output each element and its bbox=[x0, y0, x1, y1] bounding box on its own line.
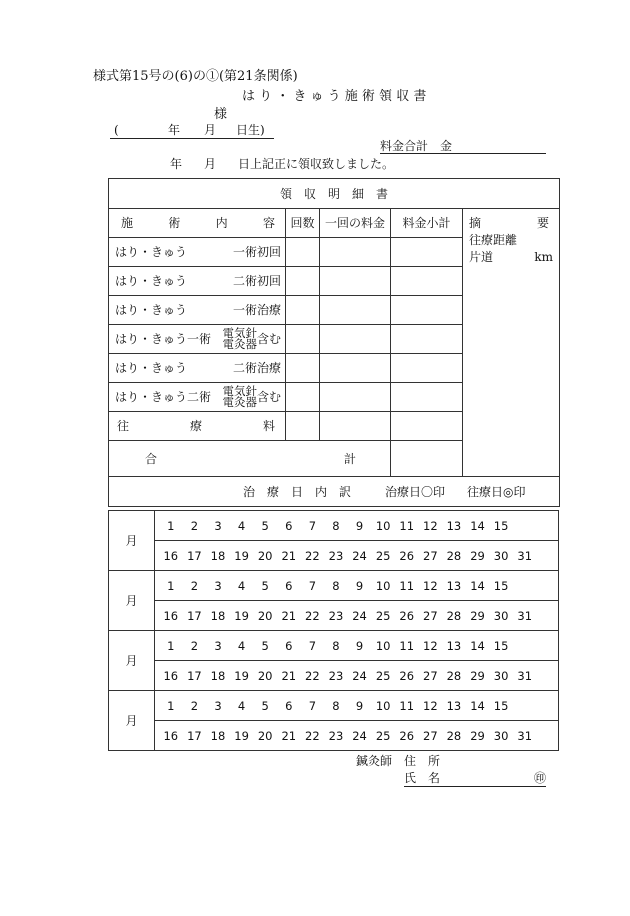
receipt-text: 日上記正に領収致しました。 bbox=[238, 157, 395, 171]
day-number[interactable]: 13 bbox=[446, 578, 462, 593]
service-row bbox=[109, 383, 286, 412]
day-number[interactable]: 13 bbox=[446, 518, 462, 533]
document-title: は り ・ き ゅ う 施 術 領 収 書 bbox=[242, 89, 427, 104]
day-number[interactable]: 22 bbox=[305, 548, 320, 563]
day-number[interactable]: 3 bbox=[214, 638, 222, 653]
day-number[interactable]: 2 bbox=[190, 638, 199, 653]
day-number[interactable]: 16 bbox=[163, 608, 179, 623]
day-number[interactable]: 28 bbox=[446, 668, 462, 683]
day-number[interactable]: 17 bbox=[187, 668, 202, 683]
month-label: 月 bbox=[125, 714, 138, 728]
day-number[interactable]: 2 bbox=[190, 578, 199, 593]
day-number[interactable]: 15 bbox=[493, 698, 509, 713]
house-call-char: 往 bbox=[117, 419, 130, 433]
day-number[interactable]: 1 bbox=[167, 638, 175, 653]
day-number[interactable]: 4 bbox=[237, 698, 246, 713]
day-number[interactable]: 25 bbox=[375, 548, 391, 563]
day-number[interactable]: 10 bbox=[375, 698, 391, 713]
month-cell[interactable] bbox=[109, 511, 155, 571]
unit-fee-cell[interactable] bbox=[320, 296, 391, 325]
remarks-cell bbox=[463, 209, 560, 477]
service-row bbox=[109, 238, 286, 267]
day-number[interactable]: 2 bbox=[190, 698, 199, 713]
table-header: 領 収 明 細 書 bbox=[109, 179, 560, 209]
day-number[interactable]: 18 bbox=[210, 668, 226, 683]
day-number[interactable]: 29 bbox=[470, 608, 485, 623]
form-number: 様式第15号の(6)の①(第21条関係) bbox=[93, 69, 298, 84]
house-call-char: 療 bbox=[189, 419, 202, 433]
day-number[interactable]: 9 bbox=[355, 518, 364, 533]
grand-total-label-cell bbox=[109, 441, 391, 477]
day-number[interactable]: 27 bbox=[423, 728, 438, 743]
day-number[interactable]: 21 bbox=[281, 668, 297, 683]
day-number[interactable]: 14 bbox=[470, 518, 485, 533]
day-number[interactable]: 31 bbox=[517, 608, 533, 623]
day-number[interactable]: 5 bbox=[261, 698, 269, 713]
day-number[interactable]: 28 bbox=[446, 608, 462, 623]
day-number[interactable]: 16 bbox=[163, 668, 179, 683]
birth-day-label: 日生) bbox=[236, 123, 265, 137]
recipient-suffix: 様 bbox=[214, 107, 228, 122]
day-number[interactable]: 8 bbox=[332, 698, 340, 713]
day-number[interactable]: 7 bbox=[308, 518, 317, 533]
service-label: はり・きゅう bbox=[115, 303, 188, 317]
service-row bbox=[109, 354, 286, 383]
travel-distance-label: 往療距離 bbox=[469, 233, 518, 247]
day-number[interactable]: 15 bbox=[493, 518, 509, 533]
day-number[interactable]: 3 bbox=[214, 698, 222, 713]
day-number[interactable]: 20 bbox=[257, 608, 273, 623]
day-number[interactable]: 23 bbox=[328, 668, 344, 683]
service-type: 二術治療 bbox=[232, 361, 281, 375]
day-number[interactable]: 1 bbox=[167, 518, 175, 533]
day-number[interactable]: 27 bbox=[423, 608, 438, 623]
days-row-second-half bbox=[155, 541, 559, 571]
day-number[interactable]: 13 bbox=[446, 698, 462, 713]
day-number[interactable]: 29 bbox=[470, 668, 485, 683]
column-content bbox=[109, 209, 286, 238]
day-number[interactable]: 25 bbox=[375, 608, 391, 623]
total-amount-label: 料金合計 金 bbox=[380, 139, 453, 153]
receipt-month-label: 月 bbox=[204, 157, 217, 171]
day-number[interactable]: 11 bbox=[399, 578, 415, 593]
day-number[interactable]: 18 bbox=[210, 548, 226, 563]
days-row-first-half bbox=[155, 511, 559, 541]
day-number[interactable]: 5 bbox=[261, 578, 269, 593]
day-number[interactable]: 17 bbox=[187, 608, 202, 623]
unit-fee-cell[interactable] bbox=[320, 325, 391, 354]
day-number[interactable]: 18 bbox=[210, 728, 226, 743]
day-number[interactable]: 10 bbox=[375, 638, 391, 653]
day-number[interactable]: 20 bbox=[257, 668, 273, 683]
day-number[interactable]: 8 bbox=[332, 518, 340, 533]
practitioner-title: 鍼灸師 bbox=[356, 754, 393, 768]
unit-fee-cell[interactable] bbox=[320, 412, 391, 441]
column-content-char: 内 bbox=[215, 216, 228, 230]
day-number[interactable]: 21 bbox=[281, 548, 297, 563]
day-number[interactable]: 7 bbox=[308, 578, 317, 593]
calendar-title-row bbox=[109, 477, 560, 507]
day-number[interactable]: 26 bbox=[399, 668, 415, 683]
service-type-stacked bbox=[222, 386, 281, 408]
subtotal-cell[interactable] bbox=[391, 383, 463, 412]
electric-moxa-label: 電灸器 bbox=[222, 395, 257, 409]
unit-fee-cell[interactable] bbox=[320, 267, 391, 296]
day-number[interactable]: 5 bbox=[261, 638, 269, 653]
day-number[interactable]: 26 bbox=[399, 548, 415, 563]
day-number[interactable]: 23 bbox=[328, 548, 344, 563]
day-number[interactable]: 26 bbox=[399, 728, 415, 743]
column-content-char: 施 bbox=[121, 216, 134, 230]
birth-open-paren: ( bbox=[114, 123, 119, 137]
subtotal-cell[interactable] bbox=[391, 412, 463, 441]
day-number[interactable]: 28 bbox=[446, 548, 462, 563]
day-number[interactable]: 31 bbox=[517, 728, 533, 743]
receipt-year-label: 年 bbox=[170, 157, 183, 171]
day-number[interactable]: 4 bbox=[237, 578, 246, 593]
day-number[interactable]: 24 bbox=[352, 728, 367, 743]
days-row-first-half bbox=[155, 571, 559, 601]
day-number[interactable]: 14 bbox=[470, 578, 485, 593]
day-number[interactable]: 17 bbox=[187, 728, 202, 743]
day-number[interactable]: 12 bbox=[423, 698, 438, 713]
column-content-char: 術 bbox=[168, 216, 181, 230]
birth-date-line bbox=[110, 124, 274, 139]
count-cell[interactable] bbox=[286, 383, 320, 412]
address-label: 住 所 bbox=[404, 754, 441, 768]
month-label: 月 bbox=[125, 594, 138, 608]
km-unit: km bbox=[534, 250, 554, 264]
day-number[interactable]: 24 bbox=[352, 668, 367, 683]
day-number[interactable]: 6 bbox=[285, 578, 293, 593]
house-call-fee-row bbox=[109, 412, 286, 441]
days-row-second-half bbox=[155, 661, 559, 691]
day-number[interactable]: 8 bbox=[332, 638, 340, 653]
day-number[interactable]: 20 bbox=[257, 548, 273, 563]
days-row-second-half bbox=[155, 721, 559, 751]
subtotal-cell[interactable] bbox=[391, 238, 463, 267]
day-number[interactable]: 8 bbox=[332, 578, 340, 593]
day-number[interactable]: 6 bbox=[285, 638, 293, 653]
day-number[interactable]: 12 bbox=[423, 578, 438, 593]
day-number[interactable]: 4 bbox=[237, 638, 246, 653]
day-number[interactable]: 21 bbox=[281, 608, 297, 623]
remarks-char: 摘 bbox=[469, 216, 482, 230]
day-number[interactable]: 19 bbox=[234, 728, 249, 743]
unit-fee-cell[interactable] bbox=[320, 383, 391, 412]
days-row-first-half bbox=[155, 631, 559, 661]
electric-needle-label: 電気針 bbox=[222, 384, 257, 398]
day-number[interactable]: 29 bbox=[470, 548, 485, 563]
total-char: 合 bbox=[145, 451, 158, 466]
day-number[interactable]: 9 bbox=[355, 578, 364, 593]
grand-total-cell[interactable] bbox=[391, 441, 463, 477]
subtotal-cell[interactable] bbox=[391, 354, 463, 383]
day-number[interactable]: 1 bbox=[167, 578, 175, 593]
count-cell[interactable] bbox=[286, 412, 320, 441]
column-subtotal: 料金小計 bbox=[391, 209, 463, 238]
day-number[interactable]: 23 bbox=[328, 608, 344, 623]
service-row bbox=[109, 325, 286, 354]
day-number[interactable]: 16 bbox=[163, 728, 179, 743]
day-number[interactable]: 16 bbox=[163, 548, 179, 563]
unit-fee-cell[interactable] bbox=[320, 354, 391, 383]
service-label: はり・きゅう一術 bbox=[115, 332, 212, 346]
day-number[interactable]: 14 bbox=[470, 638, 485, 653]
day-number[interactable]: 12 bbox=[423, 638, 438, 653]
day-number[interactable]: 3 bbox=[214, 518, 222, 533]
month-label: 月 bbox=[125, 534, 138, 548]
day-number[interactable]: 11 bbox=[399, 638, 415, 653]
day-number[interactable]: 30 bbox=[493, 728, 509, 743]
day-number[interactable]: 26 bbox=[399, 608, 415, 623]
day-number[interactable]: 30 bbox=[493, 548, 509, 563]
service-label: はり・きゅう bbox=[115, 245, 188, 259]
day-number[interactable]: 9 bbox=[355, 638, 364, 653]
included-label: 含む bbox=[256, 332, 281, 346]
house-call-char: 料 bbox=[262, 419, 275, 433]
service-row bbox=[109, 267, 286, 296]
days-row-first-half bbox=[155, 691, 559, 721]
day-number[interactable]: 4 bbox=[237, 518, 246, 533]
unit-fee-cell[interactable] bbox=[320, 238, 391, 267]
count-cell[interactable] bbox=[286, 325, 320, 354]
service-type: 二術初回 bbox=[232, 274, 281, 288]
service-type: 一術治療 bbox=[232, 303, 281, 317]
service-label: はり・きゅう bbox=[115, 361, 188, 375]
day-number[interactable]: 5 bbox=[261, 518, 269, 533]
day-number[interactable]: 11 bbox=[399, 698, 415, 713]
count-cell[interactable] bbox=[286, 296, 320, 325]
days-row-second-half bbox=[155, 601, 559, 631]
column-unit-fee: 一回の料金 bbox=[320, 209, 391, 238]
day-number[interactable]: 2 bbox=[190, 518, 199, 533]
receipt-detail-table bbox=[108, 178, 560, 507]
day-number[interactable]: 3 bbox=[214, 578, 222, 593]
legend-house-call-day: 往療日◎印 bbox=[467, 485, 526, 499]
column-count: 回数 bbox=[286, 209, 320, 238]
day-number[interactable]: 24 bbox=[352, 548, 367, 563]
day-number[interactable]: 22 bbox=[305, 728, 320, 743]
legend-treatment-day: 治療日〇印 bbox=[385, 485, 446, 499]
day-number[interactable]: 22 bbox=[305, 608, 320, 623]
service-type-stacked bbox=[222, 328, 281, 350]
day-number[interactable]: 30 bbox=[493, 668, 509, 683]
day-number[interactable]: 21 bbox=[281, 728, 297, 743]
day-number[interactable]: 6 bbox=[285, 698, 293, 713]
day-number[interactable]: 19 bbox=[234, 668, 249, 683]
month-label: 月 bbox=[125, 654, 138, 668]
day-number[interactable]: 29 bbox=[470, 728, 485, 743]
month-cell[interactable] bbox=[109, 631, 155, 691]
day-number[interactable]: 1 bbox=[167, 698, 175, 713]
day-number[interactable]: 20 bbox=[257, 728, 273, 743]
service-label: はり・きゅう bbox=[115, 274, 188, 288]
name-label: 氏 名 bbox=[404, 771, 441, 785]
day-number[interactable]: 10 bbox=[375, 578, 391, 593]
service-label: はり・きゅう二術 bbox=[115, 390, 212, 404]
column-content-char: 容 bbox=[262, 216, 275, 230]
day-number[interactable]: 18 bbox=[210, 608, 226, 623]
day-number[interactable]: 9 bbox=[355, 698, 364, 713]
name-line bbox=[404, 772, 546, 787]
treatment-calendar bbox=[108, 510, 559, 751]
day-number[interactable]: 17 bbox=[187, 548, 202, 563]
day-number[interactable]: 27 bbox=[423, 668, 438, 683]
day-number[interactable]: 14 bbox=[470, 698, 485, 713]
day-number[interactable]: 30 bbox=[493, 608, 509, 623]
subtotal-cell[interactable] bbox=[391, 325, 463, 354]
day-number[interactable]: 25 bbox=[375, 728, 391, 743]
day-number[interactable]: 15 bbox=[493, 638, 509, 653]
subtotal-cell[interactable] bbox=[391, 296, 463, 325]
day-number[interactable]: 12 bbox=[423, 518, 438, 533]
total-amount-line bbox=[380, 140, 546, 154]
day-number[interactable]: 31 bbox=[517, 548, 533, 563]
birth-month-label: 月 bbox=[204, 123, 217, 137]
service-type: 一術初回 bbox=[232, 245, 281, 259]
day-number[interactable]: 27 bbox=[423, 548, 438, 563]
day-number[interactable]: 24 bbox=[352, 608, 367, 623]
day-number[interactable]: 6 bbox=[285, 518, 293, 533]
calendar-title: 治 療 日 内 訳 bbox=[243, 485, 352, 499]
month-cell[interactable] bbox=[109, 691, 155, 751]
day-number[interactable]: 7 bbox=[308, 698, 317, 713]
count-cell[interactable] bbox=[286, 267, 320, 296]
total-char: 計 bbox=[343, 451, 356, 466]
subtotal-cell[interactable] bbox=[391, 267, 463, 296]
service-row bbox=[109, 296, 286, 325]
day-number[interactable]: 10 bbox=[375, 518, 391, 533]
day-number[interactable]: 7 bbox=[308, 638, 317, 653]
electric-moxa-label: 電灸器 bbox=[222, 337, 257, 351]
seal-mark: ㊞ bbox=[533, 771, 546, 785]
day-number[interactable]: 31 bbox=[517, 668, 533, 683]
day-number[interactable]: 15 bbox=[493, 578, 509, 593]
day-number[interactable]: 19 bbox=[234, 548, 249, 563]
count-cell[interactable] bbox=[286, 238, 320, 267]
included-label: 含む bbox=[256, 390, 281, 404]
day-number[interactable]: 23 bbox=[328, 728, 344, 743]
month-cell[interactable] bbox=[109, 571, 155, 631]
one-way-label: 片道 bbox=[469, 250, 494, 264]
birth-year-label: 年 bbox=[168, 123, 181, 137]
day-number[interactable]: 11 bbox=[399, 518, 415, 533]
day-number[interactable]: 13 bbox=[446, 638, 462, 653]
count-cell[interactable] bbox=[286, 354, 320, 383]
electric-needle-label: 電気針 bbox=[222, 326, 257, 340]
day-number[interactable]: 25 bbox=[375, 668, 391, 683]
day-number[interactable]: 28 bbox=[446, 728, 462, 743]
remarks-char: 要 bbox=[537, 216, 550, 230]
day-number[interactable]: 22 bbox=[305, 668, 320, 683]
day-number[interactable]: 19 bbox=[234, 608, 249, 623]
